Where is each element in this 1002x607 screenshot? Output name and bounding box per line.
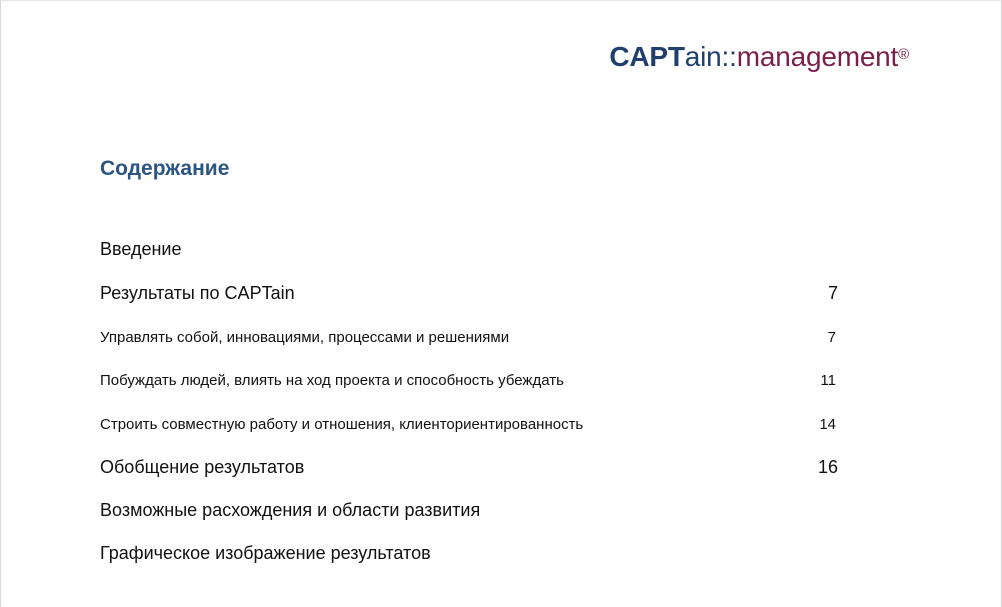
captain-management-logo (609, 41, 909, 73)
toc-entry-self-management[interactable] (100, 329, 840, 346)
toc-entry-label: Строить совместную работу и отношения, клиенториентированность (100, 416, 584, 433)
toc-entry-page: 14 (819, 416, 836, 433)
toc-entry-label: Управлять собой, инновациями, процессами и решениями (100, 329, 510, 346)
toc-entry-captain-results[interactable] (100, 283, 840, 304)
toc-entry-page: 16 (817, 457, 838, 477)
toc-entry-label: Побуждать людей, влиять на ход проекта и способность убеждать (100, 372, 564, 389)
toc-entry-label: Введение (100, 239, 182, 259)
toc-entry-introduction[interactable] (100, 239, 840, 260)
toc-entry-influencing-people[interactable] (100, 372, 840, 389)
toc-entry-summary[interactable] (100, 457, 840, 478)
toc-entry-label: Графическое изображение результатов (100, 543, 431, 563)
toc-entry-page: 7 (827, 329, 836, 346)
registered-mark: ® (898, 46, 909, 63)
toc-entry-label: Возможные расхождения и области развития (100, 500, 481, 520)
toc-entry-collaboration[interactable] (100, 416, 840, 433)
toc-entry-development-areas[interactable] (100, 500, 840, 521)
toc-entry-page: 11 (820, 372, 836, 389)
toc-entry-label: Обобщение результатов (100, 457, 305, 477)
toc-entry-page: 7 (827, 283, 838, 303)
logo-part-ain: ain:: (684, 41, 737, 72)
logo-part-management: management (736, 41, 899, 72)
toc-title: Содержание (100, 157, 230, 180)
logo-part-capt: CAPT (609, 41, 685, 72)
toc-entry-graphical-results[interactable] (100, 543, 840, 564)
toc-entry-label: Результаты по CAPTain (100, 283, 295, 303)
